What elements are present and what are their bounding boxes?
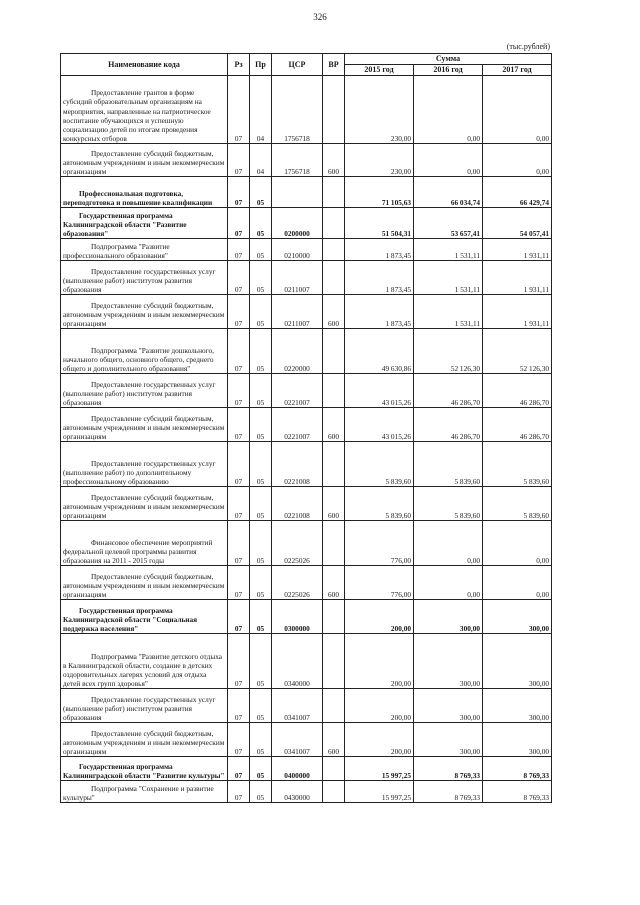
row-2017: 46 286,70: [483, 408, 552, 442]
header-rz: Рз: [228, 54, 250, 76]
table-row: [61, 600, 552, 634]
row-csr: 0221007: [272, 408, 323, 442]
row-2015: 230,00: [345, 76, 414, 144]
row-vr: 600: [323, 723, 345, 757]
row-csr: 0341007: [272, 723, 323, 757]
table-row: [61, 723, 552, 757]
table-row: [61, 239, 552, 261]
row-2017: 300,00: [483, 689, 552, 723]
row-rz: 07: [228, 408, 250, 442]
row-name: Подпрограмма "Сохранение и развитие культуры": [61, 781, 228, 803]
row-2015: 49 630,86: [345, 329, 414, 374]
row-name: Предоставление государственных услуг (выполнение работ) институтом развития образования: [61, 689, 228, 723]
row-vr: [323, 600, 345, 634]
row-vr: 600: [323, 144, 345, 177]
row-2016: 52 126,30: [414, 329, 483, 374]
row-pr: 05: [250, 634, 272, 689]
header-2015: 2015 год: [345, 65, 414, 76]
row-2017: 300,00: [483, 723, 552, 757]
row-vr: [323, 757, 345, 781]
row-vr: [323, 261, 345, 295]
header-pr: Пр: [250, 54, 272, 76]
row-name: Предоставление государственных услуг (выполнение работ) институтом развития образования: [61, 374, 228, 408]
row-2015: 200,00: [345, 634, 414, 689]
row-rz: 07: [228, 144, 250, 177]
row-csr: 0300000: [272, 600, 323, 634]
row-2015: 200,00: [345, 689, 414, 723]
row-pr: 05: [250, 374, 272, 408]
row-2016: 5 839,60: [414, 487, 483, 521]
table-row: [61, 76, 552, 144]
row-2017: 5 839,60: [483, 487, 552, 521]
row-2015: 15 997,25: [345, 781, 414, 803]
header-2016: 2016 год: [414, 65, 483, 76]
row-vr: [323, 374, 345, 408]
row-2016: 8 769,33: [414, 781, 483, 803]
row-2016: 1 531,11: [414, 295, 483, 329]
row-rz: 07: [228, 689, 250, 723]
row-pr: 05: [250, 689, 272, 723]
row-2016: 0,00: [414, 566, 483, 600]
row-2017: 8 769,33: [483, 757, 552, 781]
row-pr: 05: [250, 600, 272, 634]
row-csr: 0221008: [272, 487, 323, 521]
table-row: [61, 329, 552, 374]
row-2017: 300,00: [483, 634, 552, 689]
row-2015: 1 873,45: [345, 295, 414, 329]
budget-table: [60, 53, 552, 803]
row-pr: 05: [250, 295, 272, 329]
row-2015: 51 504,31: [345, 208, 414, 239]
row-2016: 300,00: [414, 689, 483, 723]
row-2016: 46 286,70: [414, 408, 483, 442]
row-pr: 05: [250, 487, 272, 521]
row-pr: 05: [250, 442, 272, 487]
row-pr: 05: [250, 208, 272, 239]
row-rz: 07: [228, 295, 250, 329]
table-row: [61, 208, 552, 239]
row-2015: 5 839,60: [345, 487, 414, 521]
row-pr: 04: [250, 76, 272, 144]
row-2016: 0,00: [414, 76, 483, 144]
row-2015: 5 839,60: [345, 442, 414, 487]
row-rz: 07: [228, 781, 250, 803]
row-name: Профессиональная подготовка, переподготовка и повышение квалификации: [61, 177, 228, 208]
row-2015: 230,00: [345, 144, 414, 177]
row-rz: 07: [228, 76, 250, 144]
row-pr: 05: [250, 329, 272, 374]
row-2017: 0,00: [483, 566, 552, 600]
row-vr: [323, 76, 345, 144]
row-2015: 71 105,63: [345, 177, 414, 208]
row-vr: [323, 781, 345, 803]
row-rz: 07: [228, 329, 250, 374]
row-vr: [323, 177, 345, 208]
row-2016: 5 839,60: [414, 442, 483, 487]
row-2016: 46 286,70: [414, 374, 483, 408]
row-name: Предоставление грантов в форме субсидий образовательным организациям на мероприятия, направленные на патриотическое воспитание обучающихся и успешную социализацию детей по итогам проведения конкурсных отборов: [61, 76, 228, 144]
row-csr: [272, 177, 323, 208]
row-2015: 200,00: [345, 723, 414, 757]
table-row: [61, 177, 552, 208]
row-csr: 0220000: [272, 329, 323, 374]
row-name: Государственная программа Калининградской области "Социальная поддержка населения": [61, 600, 228, 634]
row-2017: 0,00: [483, 144, 552, 177]
row-pr: 05: [250, 757, 272, 781]
header-csr: ЦСР: [272, 54, 323, 76]
table-row: [61, 566, 552, 600]
row-name: Государственная программа Калининградской области "Развитие культуры": [61, 757, 228, 781]
row-2016: 53 657,41: [414, 208, 483, 239]
row-name: Предоставление субсидий бюджетным, автономным учреждениям и иным некоммерческим организациям: [61, 144, 228, 177]
table-row: [61, 689, 552, 723]
row-csr: 0211007: [272, 295, 323, 329]
row-name: Предоставление субсидий бюджетным, автономным учреждениям и иным некоммерческим организациям: [61, 295, 228, 329]
row-name: Подпрограмма "Развитие профессионального образования": [61, 239, 228, 261]
row-csr: 0211007: [272, 261, 323, 295]
row-name: Предоставление государственных услуг (выполнение работ) институтом развития образования: [61, 261, 228, 295]
row-rz: 07: [228, 723, 250, 757]
row-rz: 07: [228, 374, 250, 408]
row-2016: 0,00: [414, 144, 483, 177]
row-csr: 0340000: [272, 634, 323, 689]
row-name: Предоставление государственных услуг (выполнение работ) по дополнительному профессиональному образованию: [61, 442, 228, 487]
row-rz: 07: [228, 442, 250, 487]
row-vr: [323, 521, 345, 566]
row-2016: 1 531,11: [414, 261, 483, 295]
table-row: [61, 442, 552, 487]
row-2016: 1 531,11: [414, 239, 483, 261]
row-vr: 600: [323, 295, 345, 329]
row-csr: 0210000: [272, 239, 323, 261]
row-vr: [323, 239, 345, 261]
header-row-1: [61, 54, 552, 65]
row-rz: 07: [228, 600, 250, 634]
header-2017: 2017 год: [483, 65, 552, 76]
row-pr: 05: [250, 521, 272, 566]
row-rz: 07: [228, 521, 250, 566]
row-name: Предоставление субсидий бюджетным, автономным учреждениям и иным некоммерческим организациям: [61, 723, 228, 757]
row-2017: 52 126,30: [483, 329, 552, 374]
table-row: [61, 634, 552, 689]
row-csr: 0225026: [272, 521, 323, 566]
row-2017: 54 057,41: [483, 208, 552, 239]
row-2017: 8 769,33: [483, 781, 552, 803]
row-2015: 200,00: [345, 600, 414, 634]
row-name: Предоставление субсидий бюджетным, автономным учреждениям и иным некоммерческим организациям: [61, 408, 228, 442]
table-row: [61, 781, 552, 803]
row-2017: 5 839,60: [483, 442, 552, 487]
row-vr: [323, 442, 345, 487]
row-pr: 05: [250, 781, 272, 803]
row-rz: 07: [228, 239, 250, 261]
row-2017: 300,00: [483, 600, 552, 634]
row-vr: [323, 208, 345, 239]
row-2016: 300,00: [414, 634, 483, 689]
row-2017: 1 931,11: [483, 239, 552, 261]
row-2015: 43 015,26: [345, 374, 414, 408]
row-2017: 66 429,74: [483, 177, 552, 208]
row-2017: 1 931,11: [483, 261, 552, 295]
table-row: [61, 295, 552, 329]
table-row: [61, 757, 552, 781]
row-csr: 0430000: [272, 781, 323, 803]
table-row: [61, 374, 552, 408]
row-2017: 0,00: [483, 76, 552, 144]
row-name: Предоставление субсидий бюджетным, автономным учреждениям и иным некоммерческим организациям: [61, 487, 228, 521]
row-name: Подпрограмма "Развитие детского отдыха в Калининградской области, создание в детских оздоровительных лагерях условий для отдыха детей всех групп здоровья": [61, 634, 228, 689]
row-name: Финансовое обеспечение мероприятий федеральной целевой программы развития образования на 2011 - 2015 годы: [61, 521, 228, 566]
row-rz: 07: [228, 208, 250, 239]
table-row: [61, 487, 552, 521]
row-2016: 0,00: [414, 521, 483, 566]
row-csr: 1756718: [272, 144, 323, 177]
row-2017: 46 286,70: [483, 374, 552, 408]
row-pr: 05: [250, 566, 272, 600]
row-rz: 07: [228, 261, 250, 295]
row-csr: 1756718: [272, 76, 323, 144]
header-sum: Сумма: [345, 54, 552, 65]
table-row: [61, 408, 552, 442]
row-name: Подпрограмма "Развитие дошкольного, начального общего, основного общего, среднего общего и дополнительного образования": [61, 329, 228, 374]
page-number: 326: [313, 12, 327, 22]
row-csr: 0341007: [272, 689, 323, 723]
row-pr: 05: [250, 261, 272, 295]
row-2016: 8 769,33: [414, 757, 483, 781]
row-rz: 07: [228, 757, 250, 781]
row-2017: 0,00: [483, 521, 552, 566]
row-name: Государственная программа Калининградской области "Развитие образования": [61, 208, 228, 239]
row-2017: 1 931,11: [483, 295, 552, 329]
table-row: [61, 144, 552, 177]
row-pr: 05: [250, 239, 272, 261]
row-csr: 0225026: [272, 566, 323, 600]
row-rz: 07: [228, 566, 250, 600]
row-pr: 05: [250, 723, 272, 757]
row-2016: 300,00: [414, 723, 483, 757]
row-2015: 15 997,25: [345, 757, 414, 781]
row-vr: [323, 689, 345, 723]
row-pr: 05: [250, 177, 272, 208]
row-rz: 07: [228, 177, 250, 208]
row-vr: [323, 634, 345, 689]
header-vr: ВР: [323, 54, 345, 76]
row-2016: 66 034,74: [414, 177, 483, 208]
row-csr: 0221007: [272, 374, 323, 408]
row-vr: [323, 329, 345, 374]
row-pr: 04: [250, 144, 272, 177]
unit-note: (тыс.рублей): [506, 42, 550, 51]
row-2015: 43 015,26: [345, 408, 414, 442]
row-vr: 600: [323, 408, 345, 442]
row-name: Предоставление субсидий бюджетным, автономным учреждениям и иным некоммерческим организациям: [61, 566, 228, 600]
row-2015: 1 873,45: [345, 261, 414, 295]
row-vr: 600: [323, 566, 345, 600]
row-2015: 776,00: [345, 521, 414, 566]
table-row: [61, 261, 552, 295]
row-2016: 300,00: [414, 600, 483, 634]
row-csr: 0400000: [272, 757, 323, 781]
row-rz: 07: [228, 634, 250, 689]
row-2015: 1 873,45: [345, 239, 414, 261]
row-rz: 07: [228, 487, 250, 521]
row-2015: 776,00: [345, 566, 414, 600]
header-name: Наименование кода: [61, 54, 228, 76]
row-csr: 0221008: [272, 442, 323, 487]
table-row: [61, 521, 552, 566]
row-csr: 0200000: [272, 208, 323, 239]
row-vr: 600: [323, 487, 345, 521]
row-pr: 05: [250, 408, 272, 442]
